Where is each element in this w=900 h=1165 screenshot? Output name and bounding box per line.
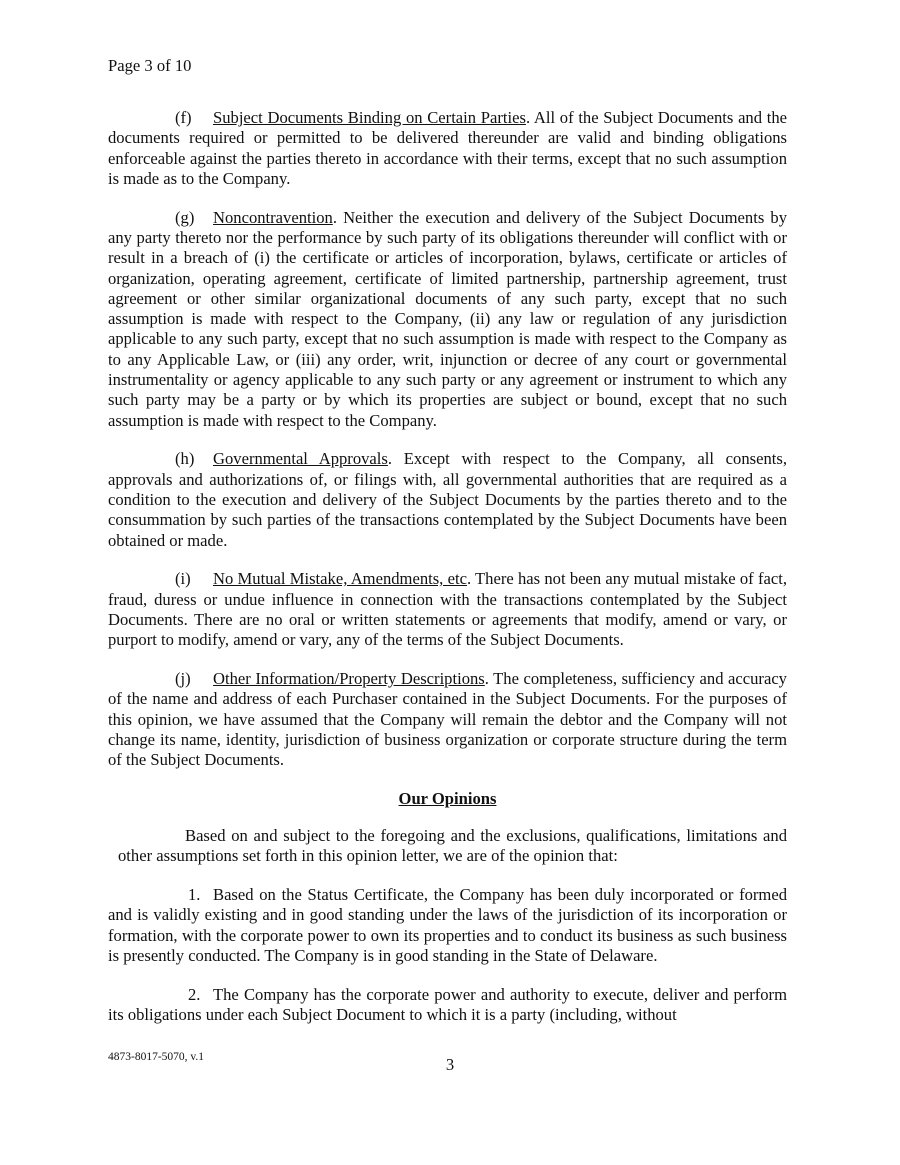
opinion-number: 2. bbox=[188, 984, 201, 1004]
assumption-paragraph-g bbox=[108, 208, 787, 431]
assumption-paragraph-h bbox=[108, 449, 787, 550]
paragraph-heading: Subject Documents Binding on Certain Parties bbox=[213, 108, 526, 127]
opinion-item-2 bbox=[108, 985, 787, 1026]
section-heading: Our Opinions bbox=[398, 789, 497, 809]
opinions-intro: Based on and subject to the foregoing and the exclusions, qualifications, limitations and other assumptions set forth in this opinion letter, we are of the opinion that: bbox=[118, 825, 787, 866]
paragraph-heading: Other Information/Property Descriptions bbox=[213, 669, 485, 689]
paragraph-heading: Governmental Approvals bbox=[213, 449, 388, 469]
document-id: 4873-8017-5070, v.1 bbox=[108, 1051, 205, 1063]
paragraph-marker: (f) bbox=[175, 108, 192, 127]
opinion-text: Based on the Status Certificate, the Company has been duly incorporated or formed and is validly existing and in good standing under the laws of the jurisdiction of its incorporation or formation, with the corporate power to own its properties and to conduct its business as such business is presently conducted. The Company is in good standing in the State of Delaware. bbox=[108, 885, 787, 965]
opinion-text: The Company has the corporate power and authority to execute, deliver and perform its obligations under each Subject Document to which it is a party (including, without bbox=[108, 984, 787, 1024]
assumption-paragraph-i bbox=[108, 569, 787, 650]
paragraph-text: . Except with respect to the Company, all consents, approvals and authorizations of, or filings with, all governmental authorities that are required as a condition to the execution and delivery of the Subject Documents by the parties thereto and to the consummation by such parties of the transactions contemplated by the Subject Documents have been obtained or made. bbox=[108, 449, 787, 550]
paragraph-text: . There has not been any mutual mistake of fact, fraud, duress or undue influence in connection with the transactions contemplated by the Subject Documents. There are no oral or written statements or agreements that modify, amend or vary, or purport to modify, amend or vary, any of the terms of the Subject Documents. bbox=[108, 569, 787, 650]
paragraph-text: . Neither the execution and delivery of the Subject Documents by any party thereto nor the performance by such party of its obligations thereunder will conflict with or result in a breach of (i) the certificate or articles of incorporation, bylaws, certificate or articles of organization, operating agreement, certificate of limited partnership, partnership agreement, trust agreement or other similar organizational documents of any such party, except that no such assumption is made with respect to the Company, (ii) any law or regulation of any jurisdiction applicable to any such party, except that no such assumption is made with respect to the Company as to any Applicable Law, or (iii) any order, writ, injunction or decree of any court or governmental instrumentality or agency applicable to any such party or any agreement or instrument to which any such party may be a party or by which its properties are subject or bound, except that no such assumption is made with respect to the Company. bbox=[108, 207, 787, 430]
page-number: 3 bbox=[445, 1055, 455, 1074]
paragraph-text: . All of the Subject Documents and the documents required or permitted to be delivered thereunder are valid and binding obligations enforceable against the parties thereto in accordance with their terms, except that no such assumption is made as to the Company. bbox=[108, 108, 787, 188]
paragraph-heading: No Mutual Mistake, Amendments, etc bbox=[213, 569, 467, 589]
paragraph-heading: Noncontravention bbox=[213, 207, 333, 227]
paragraph-marker: (g) bbox=[175, 207, 195, 227]
assumption-paragraph-j bbox=[108, 669, 787, 770]
opinion-number: 1. bbox=[188, 885, 201, 904]
page-label: Page 3 of 10 bbox=[108, 56, 192, 75]
paragraph-marker: (j) bbox=[175, 669, 191, 689]
paragraph-text: . The completeness, sufficiency and accuracy of the name and address of each Purchaser contained in the Subject Documents. For the purposes of this opinion, we have assumed that the Company will remain the debtor and the Company will not change its name, identity, jurisdiction of business organization or corporate structure during the term of the Subject Documents. bbox=[108, 669, 787, 770]
paragraph-marker: (i) bbox=[175, 569, 191, 589]
paragraph-marker: (h) bbox=[175, 449, 195, 469]
opinion-item-1 bbox=[108, 885, 787, 966]
assumption-paragraph-f bbox=[108, 108, 787, 189]
document-body bbox=[108, 108, 787, 1044]
